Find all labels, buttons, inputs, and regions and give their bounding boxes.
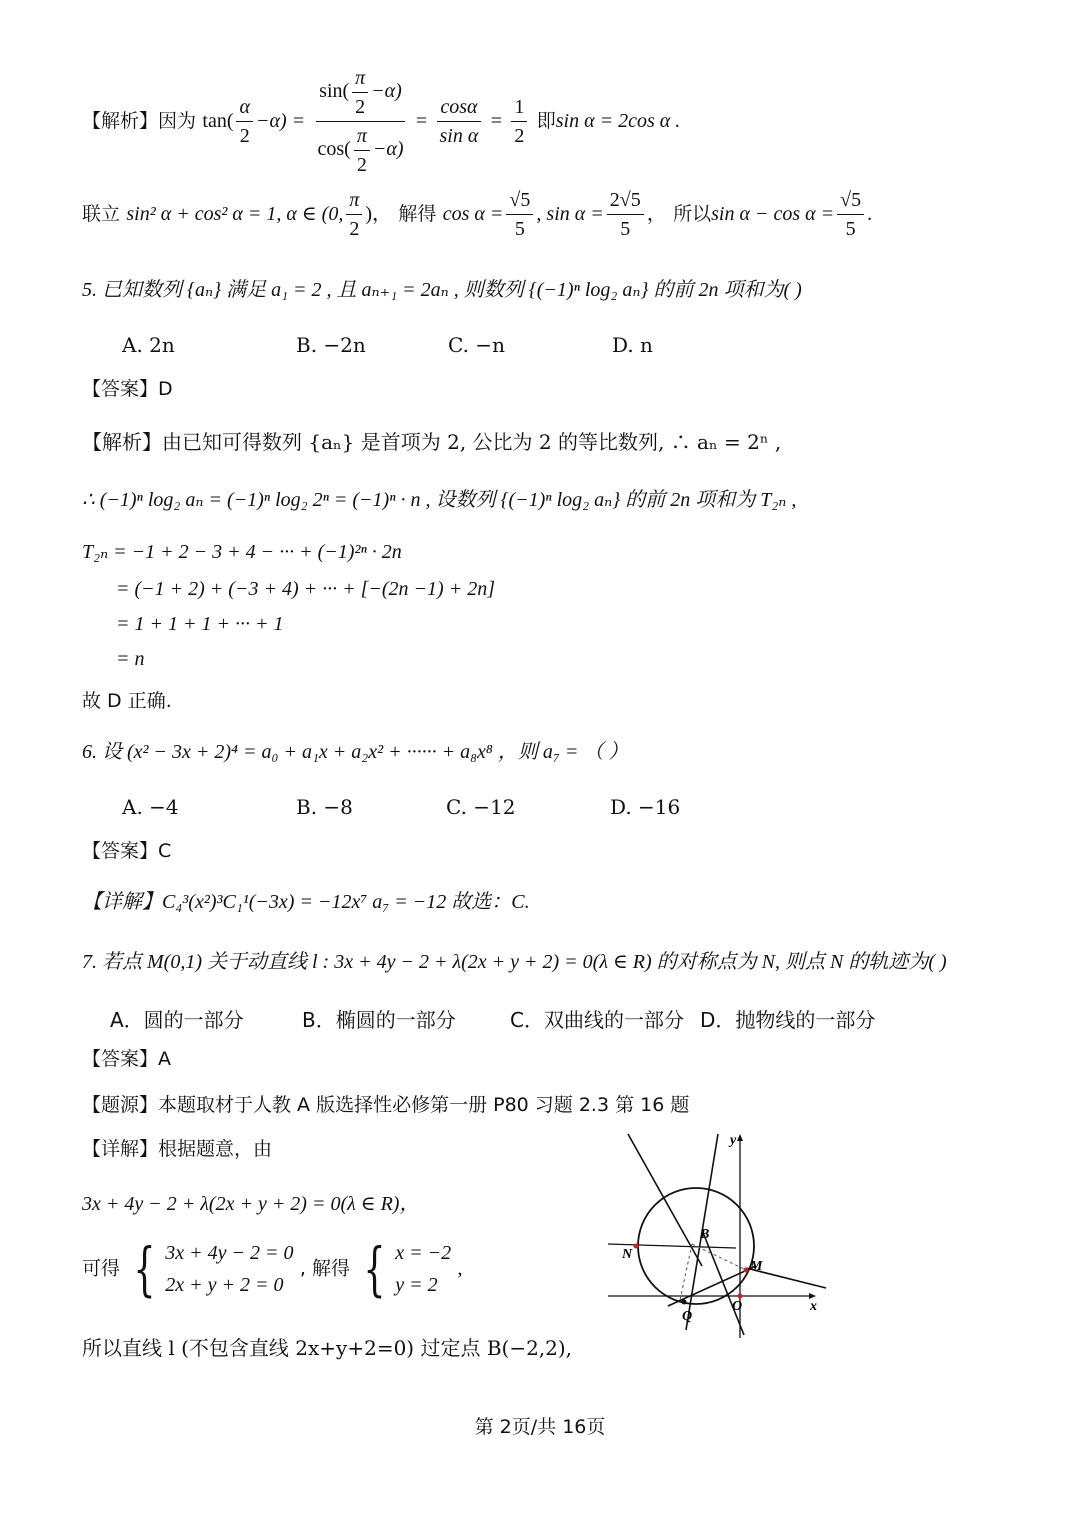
q6-answer: 【答案】C — [82, 840, 172, 862]
q5-conclusion: 故 D 正确. — [82, 690, 172, 712]
frac-cos-over-sin: $\frac{\cos\alpha}{\text{sin α}}$ — [437, 95, 482, 148]
line-4 — [668, 1266, 756, 1306]
frac-sin-over-cos: sin( $\frac{\pi}{2}$ −α) cos( $\frac{\pi}{2}$ −α) — [317, 67, 404, 176]
q7-option-c: C．双曲线的一部分 — [510, 1008, 684, 1032]
question-7: 7. 若点 M(0,1) 关于动直线 l : 3x + 4y − 2 + λ(2x + y + 2) = 0(λ ∈ R) 的对称点为 N, 则点 N 的轨迹为( ) — [82, 951, 947, 973]
system-of-equations: { 3x + 4y − 2 = 0 2x + y + 2 = 0 — [133, 1235, 294, 1303]
q7-conclusion: 所以直线 l (不包含直线 2x+y+2=0) 过定点 B(−2,2), — [82, 1336, 573, 1360]
q5-option-a: A. 2n — [122, 333, 175, 357]
q7-option-d: D．抛物线的一部分 — [700, 1008, 876, 1032]
dashed-2 — [680, 1244, 692, 1300]
system-solution: { x = −2 y = 2 — [363, 1235, 452, 1303]
y-axis-arrow — [737, 1134, 743, 1141]
q6-option-a: A. −4 — [122, 795, 179, 819]
label-y: y — [730, 1133, 737, 1148]
question-5: 5. 已知数列 {aₙ} 满足 a₁ = 2 , 且 aₙ₊₁ = 2aₙ , 则数列 {(−1)ⁿ log₂ aₙ} 的前 2n 项和为( ) — [82, 279, 802, 301]
q5-answer: 【答案】D — [82, 378, 173, 400]
label-m: M — [750, 1259, 763, 1274]
analysis-tag: 【解析】 — [82, 110, 159, 132]
label-b: B — [700, 1227, 710, 1242]
q6-option-c: C. −12 — [446, 795, 516, 819]
q6-option-d: D. −16 — [610, 795, 681, 819]
q7-equation: 3x + 4y − 2 + λ(2x + y + 2) = 0(λ ∈ R)， — [82, 1193, 420, 1215]
q6-option-b: B. −8 — [296, 795, 353, 819]
q5-option-d: D. n — [612, 333, 653, 357]
frac-alpha-over-2: $\frac{\alpha}{2}$ — [236, 95, 253, 148]
q5-step-3: = 1 + 1 + 1 + ··· + 1 — [116, 613, 284, 635]
point-o — [738, 1294, 743, 1299]
q7-answer: 【答案】A — [82, 1048, 171, 1070]
q7-option-b: B．椭圆的一部分 — [302, 1008, 456, 1032]
q5-analysis-1: 【解析】由已知可得数列 {aₙ} 是首项为 2, 公比为 2 的等比数列, ∴ aₙ = 2ⁿ , — [82, 430, 782, 454]
q7-option-a: A．圆的一部分 — [110, 1008, 244, 1032]
point-n — [634, 1244, 639, 1249]
q5-option-c: C. −n — [448, 333, 505, 357]
frac-half: $\frac{1}{2}$ — [511, 95, 527, 148]
q6-detail: 【详解】C₄³(x²)³C₁¹(−3x) = −12x⁷ a₇ = −12 故选：C. — [82, 891, 530, 913]
question-6: 6. 设 (x² − 3x + 2)⁴ = a₀ + a₁x + a₂x² + ······ + a₈x⁸ ，则 a₇ = （ ） — [82, 741, 629, 763]
q7-source: 【题源】本题取材于人教 A 版选择性必修第一册 P80 习题 2.3 第 16 题 — [82, 1094, 690, 1116]
q5-option-b: B. −2n — [296, 333, 366, 357]
geometry-figure — [606, 1130, 830, 1342]
point-m — [744, 1268, 749, 1273]
point-q — [682, 1300, 687, 1305]
q5-step-4: = n — [116, 648, 145, 670]
q7-system: 可得 { 3x + 4y − 2 = 0 2x + y + 2 = 0 , 解得 { x = −2 y = 2 , — [82, 1235, 463, 1303]
label-n: N — [622, 1247, 633, 1262]
analysis-line-2: 联立 sin² α + cos² α = 1, α ∈ (0, $\frac{\pi}{2}$ )， 解得 cos α = $\frac{√5}{5}$ , sin α = $\frac{2√5}{5}$ ， 所以sin α − cos α = $\frac{√5}{5}$ . — [82, 189, 873, 240]
label-q: Q — [682, 1309, 693, 1324]
page-footer: 第 2页/共 16页 — [474, 1416, 606, 1438]
q5-analysis-2: ∴ (−1)ⁿ log₂ aₙ = (−1)ⁿ log₂ 2ⁿ = (−1)ⁿ · n , 设数列 {(−1)ⁿ log₂ aₙ} 的前 2n 项和为 T₂ₙ , — [82, 489, 797, 511]
analysis-line-1: 【解析】因为 tan( $\frac{\alpha}{2}$ −α) = sin( $\frac{\pi}{2}$ −α) cos( $\frac{\pi}{2}$ −α) = $\frac{\cos\alpha}{\text{sin α}}$ = $\frac{1}{2}$ 即sin α = 2cos α . — [82, 67, 681, 176]
q5-step-1: T₂ₙ = −1 + 2 − 3 + 4 − ··· + (−1)²ⁿ · 2n — [82, 541, 402, 563]
q5-step-2: = (−1 + 2) + (−3 + 4) + ··· + [−(2n −1) + 2n] — [116, 578, 495, 600]
label-x: x — [810, 1299, 817, 1314]
q7-detail: 【详解】根据题意，由 — [82, 1138, 273, 1160]
label-o: O — [732, 1299, 743, 1314]
line-3 — [702, 1230, 744, 1335]
